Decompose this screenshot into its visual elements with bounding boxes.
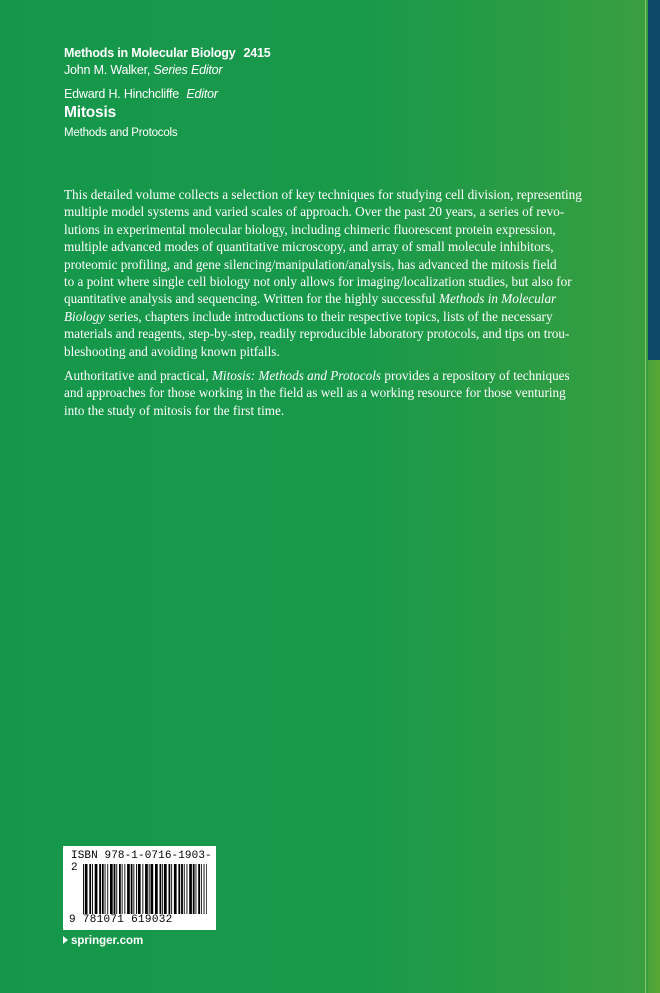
- barcode-bar: [151, 864, 154, 914]
- volume-editor: [64, 87, 624, 101]
- blurb: [64, 186, 582, 419]
- blurb-line: multiple model systems and varied scales of approach. Over the past 20 years, a series of revo-: [64, 204, 565, 220]
- isbn-label: ISBN 978-1-0716-1903-2: [71, 850, 212, 874]
- series-title-italic: Biology: [64, 308, 106, 324]
- barcode-bar: [142, 864, 143, 914]
- series-editor: [64, 63, 624, 77]
- barcode-bar: [164, 864, 167, 914]
- blurb-text: series, chapters include introductions to their respective topics, lists of the necessary: [105, 308, 553, 324]
- series-number: 2415: [243, 46, 271, 60]
- barcode-bar: [83, 864, 84, 914]
- barcode-bar: [149, 864, 150, 914]
- barcode-bar: [124, 864, 125, 914]
- blurb-line: This detailed volume collects a selection of key techniques for studying cell division, representing: [64, 187, 582, 202]
- blurb-line: multiple advanced modes of quantitative microscopy, and array of small molecule inhibitors,: [64, 239, 554, 255]
- spine-divider: [645, 0, 646, 993]
- book-subtitle: Methods and Protocols: [64, 127, 178, 139]
- barcode-bar: [116, 864, 117, 914]
- blurb-line: proteomic profiling, and gene silencing/manipulation/analysis, has advanced the mitosis field: [64, 256, 557, 272]
- barcode-bar: [178, 864, 180, 914]
- barcode-bar: [189, 864, 192, 914]
- blurb-line: into the study of mitosis for the first time.: [64, 402, 285, 418]
- barcode-bar: [114, 864, 116, 914]
- barcode-bar: [119, 864, 121, 914]
- barcode-bar: [92, 864, 93, 914]
- barcode-bar: [99, 864, 101, 914]
- series-editor-role: Series Editor: [153, 63, 223, 77]
- barcode-bar: [198, 864, 200, 914]
- barcode-bar: [204, 864, 205, 914]
- barcode-bar: [102, 864, 104, 914]
- barcode-bar: [89, 864, 91, 914]
- spine-color-band: [648, 0, 660, 360]
- barcode-bar: [127, 864, 130, 914]
- barcode-bar: [174, 864, 177, 914]
- blurb-text: Authoritative and practical,: [64, 368, 212, 384]
- volume-editor-role: Editor: [186, 87, 218, 101]
- blurb-paragraph-1: [64, 186, 582, 360]
- blurb-text: quantitative analysis and sequencing. Written for the highly successful: [64, 291, 439, 307]
- barcode-bar: [133, 864, 134, 914]
- barcode-bar: [138, 864, 141, 914]
- barcode-bar: [206, 864, 207, 914]
- blurb-line: materials and reagents, step-by-step, readily reproducible laboratory protocols, and tips on trou-: [64, 326, 570, 342]
- barcode-bar: [193, 864, 195, 914]
- publisher-link[interactable]: [63, 935, 143, 947]
- publisher-url: springer.com: [71, 935, 144, 947]
- book-title-italic: Mitosis: Methods and Protocols: [211, 368, 382, 384]
- book-title: Mitosis: [64, 104, 116, 121]
- barcode-bar: [136, 864, 137, 914]
- blurb-line: lutions in experimental molecular biology, including chimeric fluorescent protein expression,: [64, 221, 556, 237]
- blurb-line: [64, 367, 576, 384]
- barcode-bar: [169, 864, 171, 914]
- barcode-bar: [171, 864, 172, 914]
- barcode-bar: [160, 864, 162, 914]
- blurb-line: [64, 290, 576, 307]
- barcode-bar: [110, 864, 113, 914]
- barcode-bar: [196, 864, 197, 914]
- blurb-line: bleshooting and avoiding known pitfalls.: [64, 343, 280, 359]
- series-title-italic: Methods in Molecular: [438, 291, 557, 307]
- barcode-bar: [155, 864, 158, 914]
- volume-editor-name: Edward H. Hinchcliffe: [64, 87, 180, 101]
- series-line: [64, 46, 624, 60]
- book-header: [64, 46, 624, 139]
- barcode-bar: [187, 864, 188, 914]
- blurb-text: provides a repository of techniques: [381, 368, 570, 384]
- series-name: Methods in Molecular Biology: [64, 46, 236, 60]
- blurb-line: [64, 308, 576, 325]
- barcode-bars: [83, 864, 207, 914]
- barcode-bar: [145, 864, 148, 914]
- barcode-digits: 9 781071 619032: [69, 914, 173, 926]
- barcode-bar: [122, 864, 123, 914]
- barcode-bar: [181, 864, 183, 914]
- blurb-line: and approaches for those working in the field as well as a working resource for those venturing: [64, 385, 566, 401]
- barcode-bar: [131, 864, 133, 914]
- barcode-bar: [107, 864, 108, 914]
- barcode-bar: [85, 864, 88, 914]
- barcode-bar: [95, 864, 98, 914]
- barcode-bar: [184, 864, 185, 914]
- barcode-bar: [162, 864, 163, 914]
- blurb-paragraph-2: [64, 367, 576, 419]
- isbn-barcode: [63, 846, 216, 930]
- arrow-right-icon: [63, 936, 68, 944]
- blurb-line: to a point where single cell biology not only allows for imaging/localization studies, but also for: [64, 274, 572, 290]
- series-editor-name: John M. Walker,: [64, 63, 151, 77]
- barcode-bar: [105, 864, 106, 914]
- barcode-bar: [201, 864, 202, 914]
